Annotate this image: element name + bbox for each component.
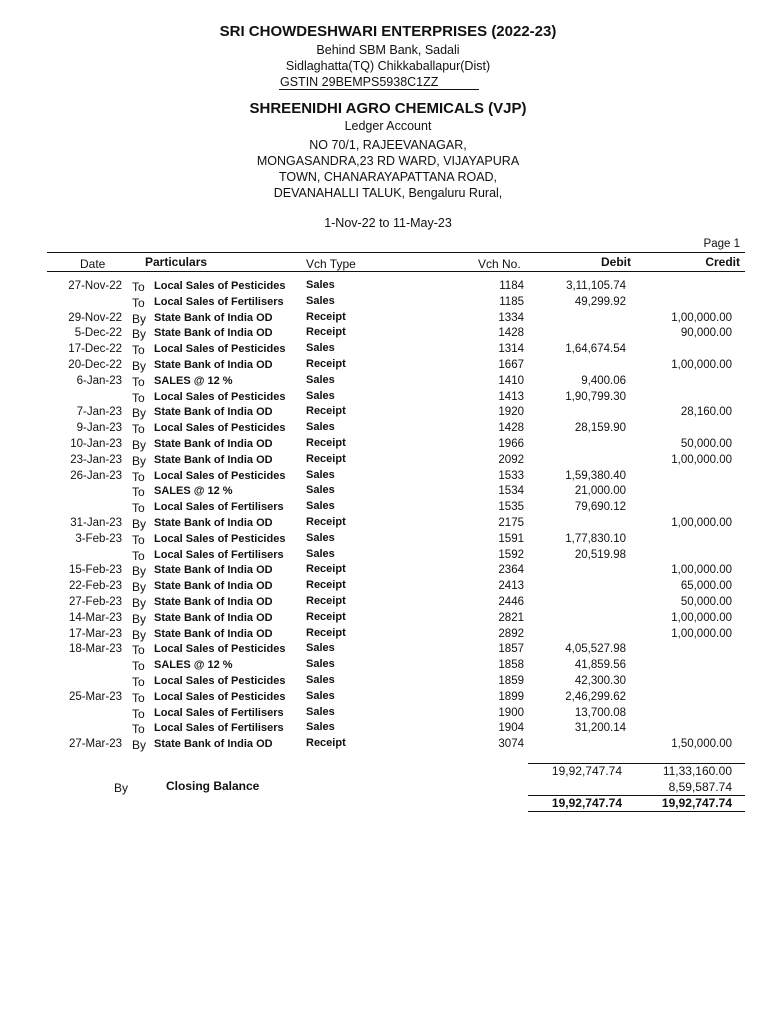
- entry-vch-type: Receipt: [306, 452, 346, 465]
- closing-balance-label: Closing Balance: [166, 779, 260, 793]
- table-row: [0, 501, 768, 517]
- entry-particulars: Local Sales of Pesticides: [154, 532, 286, 545]
- entry-particulars: State Bank of India OD: [154, 406, 273, 419]
- table-row: [0, 549, 768, 565]
- column-vch-type: Vch Type: [306, 257, 356, 271]
- entry-prefix: To: [132, 280, 145, 294]
- table-row: [0, 280, 768, 296]
- entry-particulars: Local Sales of Fertilisers: [154, 548, 284, 561]
- table-row: [0, 422, 768, 438]
- table-row: [0, 675, 768, 691]
- entry-vch-type: Receipt: [306, 595, 346, 607]
- entry-date: 22-Feb-23: [68, 580, 122, 593]
- entry-date: 23-Jan-23: [70, 453, 122, 466]
- entry-vch-type: Receipt: [306, 563, 346, 576]
- entry-vch-no: 1314: [498, 343, 524, 356]
- entry-vch-no: 1413: [498, 390, 524, 403]
- table-row: [0, 312, 768, 328]
- entry-credit: 1,50,000.00: [671, 738, 732, 751]
- entry-vch-type: Receipt: [306, 610, 346, 623]
- header-top-rule: [47, 252, 745, 253]
- entry-vch-type: Receipt: [306, 737, 346, 750]
- party-address-line-2: MONGASANDRA,23 RD WARD, VIJAYAPURA: [256, 154, 520, 168]
- entry-prefix: To: [132, 501, 145, 516]
- entry-prefix: By: [132, 438, 147, 452]
- entry-particulars: State Bank of India OD: [154, 596, 273, 608]
- entry-particulars: Local Sales of Fertilisers: [154, 722, 284, 735]
- table-row: [0, 406, 768, 422]
- entry-prefix: By: [132, 627, 147, 642]
- entry-credit: 65,000.00: [680, 580, 732, 593]
- entry-date: 14-Mar-23: [68, 611, 122, 624]
- entry-debit: 31,200.14: [574, 722, 626, 735]
- table-row: [0, 485, 768, 501]
- table-row: [0, 391, 768, 407]
- entry-particulars: Local Sales of Pesticides: [154, 469, 286, 482]
- entry-prefix: To: [132, 422, 145, 437]
- entry-vch-type: Sales: [306, 658, 335, 671]
- entry-date: 9-Jan-23: [76, 422, 122, 435]
- entry-vch-no: 1904: [498, 722, 524, 735]
- entry-date: 20-Dec-22: [68, 359, 122, 371]
- entry-credit: 1,00,000.00: [671, 564, 732, 577]
- entry-particulars: Local Sales of Pesticides: [154, 280, 286, 292]
- entry-date: 17-Dec-22: [68, 343, 122, 356]
- entry-vch-no: 2446: [498, 596, 524, 608]
- table-row: [0, 470, 768, 486]
- entry-date: 15-Feb-23: [68, 564, 122, 577]
- company-gstin: GSTIN 29BEMPS5938C1ZZ: [280, 75, 439, 89]
- entry-vch-type: Sales: [306, 674, 335, 686]
- entry-vch-no: 2892: [498, 627, 524, 640]
- column-vch-no: Vch No.: [478, 257, 521, 271]
- table-row: [0, 722, 768, 738]
- entry-vch-type: Receipt: [306, 579, 346, 592]
- entry-prefix: To: [132, 690, 145, 705]
- entry-vch-type: Sales: [306, 342, 335, 355]
- entry-debit: 3,11,105.74: [566, 280, 626, 292]
- entry-particulars: State Bank of India OD: [154, 564, 273, 577]
- entry-vch-type: Receipt: [306, 326, 346, 339]
- entry-particulars: State Bank of India OD: [154, 438, 273, 450]
- table-row: [0, 517, 768, 533]
- entry-particulars: Local Sales of Pesticides: [154, 643, 286, 656]
- table-row: [0, 596, 768, 612]
- entry-credit: 1,00,000.00: [671, 311, 732, 324]
- grand-total-debit: 19,92,747.74: [551, 796, 622, 810]
- entry-particulars: Local Sales of Pesticides: [154, 390, 286, 403]
- entry-date: 25-Mar-23: [68, 690, 122, 703]
- subtotal-debit: 19,92,747.74: [551, 764, 622, 778]
- table-row: [0, 438, 768, 454]
- entry-prefix: To: [132, 722, 145, 737]
- entry-particulars: State Bank of India OD: [154, 327, 273, 340]
- entry-particulars: Local Sales of Pesticides: [154, 343, 286, 356]
- entry-prefix: By: [132, 611, 147, 626]
- table-row: [0, 580, 768, 596]
- table-row: [0, 738, 768, 754]
- entry-vch-type: Sales: [306, 389, 335, 402]
- party-address-line-3: TOWN, CHANARAYAPATTANA ROAD,: [278, 170, 498, 184]
- entry-particulars: Local Sales of Pesticides: [154, 422, 286, 435]
- entry-vch-no: 1410: [498, 374, 524, 387]
- entry-debit: 21,000.00: [574, 485, 626, 498]
- entry-prefix: By: [132, 596, 147, 610]
- entry-particulars: Local Sales of Fertilisers: [154, 501, 284, 514]
- table-row: [0, 359, 768, 375]
- entry-particulars: State Bank of India OD: [154, 311, 273, 324]
- closing-prefix: By: [114, 781, 129, 795]
- entry-vch-no: 2175: [498, 517, 524, 529]
- entry-vch-no: 2092: [498, 453, 524, 466]
- entry-particulars: State Bank of India OD: [154, 517, 273, 529]
- entry-vch-type: Sales: [306, 373, 335, 386]
- entry-date: 6-Jan-23: [76, 374, 122, 387]
- table-row: [0, 375, 768, 391]
- entry-credit: 1,00,000.00: [671, 611, 732, 624]
- table-row: [0, 691, 768, 707]
- entry-vch-type: Sales: [306, 279, 335, 291]
- entry-prefix: To: [132, 675, 145, 689]
- entry-prefix: By: [132, 738, 147, 753]
- entry-prefix: To: [132, 374, 145, 389]
- entry-vch-no: 1185: [499, 295, 524, 308]
- entry-prefix: By: [132, 453, 147, 468]
- entry-vch-type: Sales: [306, 468, 335, 481]
- table-row: [0, 327, 768, 343]
- table-row: [0, 564, 768, 580]
- entry-vch-no: 1667: [498, 359, 524, 371]
- entry-vch-type: Sales: [306, 421, 335, 434]
- entry-vch-type: Sales: [306, 500, 335, 513]
- entry-vch-no: 1859: [498, 675, 524, 687]
- table-row: [0, 454, 768, 470]
- entry-credit: 1,00,000.00: [671, 359, 732, 371]
- entry-date: 5-Dec-22: [74, 327, 122, 340]
- closing-balance-credit: 8,59,587.74: [668, 780, 732, 794]
- party-address-line-4: DEVANAHALLI TALUK, Bengaluru Rural,: [273, 186, 503, 200]
- entry-vch-type: Sales: [306, 484, 335, 497]
- entry-vch-no: 1592: [498, 548, 524, 561]
- ledger-title: Ledger Account: [344, 119, 432, 133]
- entry-date: 18-Mar-23: [68, 643, 122, 656]
- entry-debit: 41,859.56: [574, 659, 626, 672]
- entry-prefix: By: [132, 517, 147, 531]
- entry-date: 26-Jan-23: [70, 469, 122, 482]
- entry-prefix: To: [132, 548, 145, 563]
- entry-date: 29-Nov-22: [68, 311, 122, 324]
- entry-credit: 50,000.00: [680, 596, 732, 608]
- entry-date: 7-Jan-23: [76, 406, 122, 419]
- table-row: [0, 628, 768, 644]
- entry-debit: 1,77,830.10: [565, 532, 626, 545]
- entry-vch-type: Receipt: [306, 358, 346, 370]
- entry-prefix: To: [132, 659, 145, 674]
- entry-vch-type: Sales: [306, 705, 335, 718]
- entry-prefix: By: [132, 359, 147, 373]
- entry-credit: 1,00,000.00: [671, 453, 732, 466]
- entry-vch-no: 1184: [499, 280, 524, 292]
- entry-prefix: By: [132, 564, 147, 579]
- table-row: [0, 343, 768, 359]
- table-row: [0, 533, 768, 549]
- entry-vch-type: Receipt: [306, 310, 346, 323]
- entry-vch-type: Receipt: [306, 516, 346, 528]
- entry-vch-type: Sales: [306, 531, 335, 544]
- entry-vch-type: Receipt: [306, 405, 346, 418]
- entry-prefix: To: [132, 343, 145, 358]
- entry-particulars: SALES @ 12 %: [154, 659, 233, 672]
- entry-date: 10-Jan-23: [70, 438, 122, 450]
- entry-vch-no: 1900: [498, 706, 524, 719]
- entry-vch-type: Sales: [306, 642, 335, 655]
- entry-vch-no: 1920: [498, 406, 524, 419]
- entry-vch-no: 1591: [498, 532, 524, 545]
- entry-debit: 2,46,299.62: [565, 690, 626, 703]
- entry-prefix: To: [132, 469, 145, 484]
- subtotal-credit: 11,33,160.00: [662, 764, 732, 778]
- entry-vch-no: 1858: [498, 659, 524, 672]
- gstin-underline: [279, 89, 479, 90]
- column-date: Date: [80, 257, 106, 271]
- entry-date: 27-Mar-23: [68, 738, 122, 751]
- company-address-line-2: Sidlaghatta(TQ) Chikkaballapur(Dist): [285, 59, 491, 73]
- entry-vch-no: 1966: [498, 438, 524, 450]
- entry-debit: 28,159.90: [574, 422, 626, 435]
- header-bottom-rule: [47, 271, 745, 272]
- page-number: Page 1: [703, 238, 740, 250]
- entry-particulars: SALES @ 12 %: [154, 485, 233, 498]
- party-address-line-1: NO 70/1, RAJEEVANAGAR,: [309, 138, 467, 152]
- entry-particulars: State Bank of India OD: [154, 580, 273, 593]
- party-name: SHREENIDHI AGRO CHEMICALS (VJP): [249, 100, 527, 117]
- entry-prefix: To: [132, 295, 145, 310]
- table-row: [0, 707, 768, 723]
- column-credit: Credit: [705, 255, 740, 269]
- company-address-line-1: Behind SBM Bank, Sadali: [316, 43, 460, 57]
- entry-vch-no: 2364: [498, 564, 524, 577]
- entry-vch-type: Sales: [306, 689, 335, 702]
- entry-particulars: State Bank of India OD: [154, 453, 273, 466]
- entry-vch-no: 1534: [498, 485, 524, 498]
- entry-date: 3-Feb-23: [75, 532, 122, 545]
- entry-prefix: By: [132, 311, 147, 326]
- entry-vch-no: 1428: [498, 422, 524, 435]
- entry-particulars: State Bank of India OD: [154, 611, 273, 624]
- entry-vch-no: 1899: [498, 690, 524, 703]
- entry-particulars: Local Sales of Fertilisers: [154, 295, 284, 308]
- entry-prefix: By: [132, 580, 147, 595]
- entry-debit: 1,59,380.40: [565, 469, 626, 482]
- entry-date: 27-Feb-23: [68, 596, 122, 608]
- column-particulars: Particulars: [145, 255, 208, 269]
- entry-vch-type: Sales: [306, 294, 335, 307]
- entry-debit: 42,300.30: [574, 675, 626, 687]
- table-row: [0, 659, 768, 675]
- entry-debit: 13,700.08: [574, 706, 626, 719]
- entry-debit: 49,299.92: [574, 295, 626, 308]
- entry-vch-no: 1535: [498, 501, 524, 514]
- entry-date: 27-Nov-22: [68, 280, 122, 292]
- entry-credit: 1,00,000.00: [671, 517, 732, 529]
- entry-prefix: To: [132, 643, 145, 658]
- entry-vch-no: 1533: [498, 469, 524, 482]
- entry-particulars: Local Sales of Pesticides: [154, 675, 286, 687]
- entry-prefix: By: [132, 406, 147, 421]
- table-row: [0, 296, 768, 312]
- entry-credit: 50,000.00: [680, 438, 732, 450]
- table-row: [0, 612, 768, 628]
- entry-prefix: To: [132, 706, 145, 721]
- entry-prefix: To: [132, 532, 145, 547]
- entry-particulars: Local Sales of Pesticides: [154, 690, 286, 703]
- entry-vch-type: Receipt: [306, 437, 346, 449]
- entry-particulars: State Bank of India OD: [154, 627, 273, 640]
- entry-particulars: State Bank of India OD: [154, 359, 273, 371]
- grand-total-bottom-rule: [528, 811, 745, 812]
- entry-debit: 1,64,674.54: [565, 343, 626, 356]
- column-debit: Debit: [601, 255, 631, 269]
- entry-vch-no: 3074: [498, 738, 524, 751]
- entry-vch-no: 1334: [498, 311, 524, 324]
- entry-debit: 9,400.06: [581, 374, 626, 387]
- entry-particulars: Local Sales of Fertilisers: [154, 706, 284, 719]
- entry-vch-type: Sales: [306, 721, 335, 734]
- entry-date: 31-Jan-23: [70, 517, 122, 529]
- entry-vch-no: 1428: [498, 327, 524, 340]
- period: 1-Nov-22 to 11-May-23: [324, 216, 452, 230]
- entry-particulars: State Bank of India OD: [154, 738, 273, 751]
- entry-vch-type: Receipt: [306, 626, 346, 639]
- company-name: SRI CHOWDESHWARI ENTERPRISES (2022-23): [219, 23, 557, 40]
- entry-debit: 1,90,799.30: [565, 390, 626, 403]
- entry-credit: 1,00,000.00: [671, 627, 732, 640]
- entry-prefix: To: [132, 390, 145, 405]
- entry-vch-type: Sales: [306, 547, 335, 560]
- entry-vch-no: 1857: [498, 643, 524, 656]
- entry-credit: 28,160.00: [680, 406, 732, 419]
- entry-debit: 20,519.98: [574, 548, 626, 561]
- entry-date: 17-Mar-23: [68, 627, 122, 640]
- entry-prefix: To: [132, 485, 145, 500]
- grand-total-credit: 19,92,747.74: [661, 796, 732, 810]
- entry-credit: 90,000.00: [680, 327, 732, 340]
- entry-particulars: SALES @ 12 %: [154, 374, 233, 387]
- entry-debit: 4,05,527.98: [565, 643, 626, 656]
- entry-prefix: By: [132, 327, 147, 342]
- entry-vch-no: 2413: [498, 580, 524, 593]
- table-row: [0, 643, 768, 659]
- entry-debit: 79,690.12: [574, 501, 626, 514]
- entry-vch-no: 2821: [498, 611, 524, 624]
